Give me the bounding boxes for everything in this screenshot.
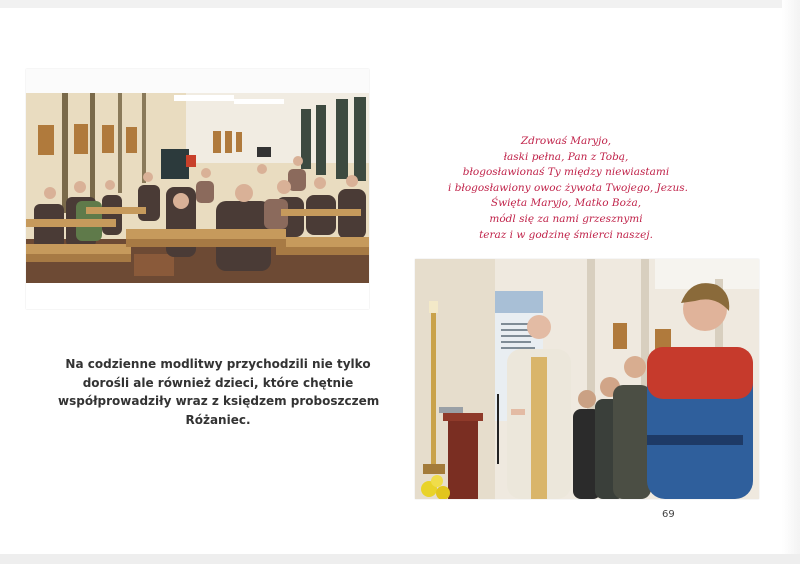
caption-line: Różaniec. — [185, 412, 251, 427]
prayer-line: łaski pełna, Pan z Tobą, — [503, 150, 629, 163]
prayer-line: Święta Maryjo, Matko Boża, — [490, 197, 642, 210]
hail-mary-prayer — [448, 134, 688, 243]
page-edge-bottom — [0, 554, 800, 564]
photo-priest-image — [415, 259, 759, 499]
caption-line: współprowadziły wraz z księdzem proboszczem — [58, 394, 380, 408]
prayer-line: i błogosławiony owoc żywota Twojego, Jezus. — [448, 181, 688, 194]
page-edge-right — [782, 0, 800, 564]
photo-caption — [58, 355, 378, 429]
photo-priest-with-children — [415, 259, 759, 499]
photo-parishioners-in-pews — [26, 69, 369, 309]
photo-parishioners-image — [26, 69, 369, 309]
caption-line: Na codzienne modlitwy przychodzili nie tylko — [65, 357, 371, 371]
prayer-line: módl się za nami grzesznymi — [489, 212, 643, 225]
prayer-line: błogosławionaś Ty między niewiastami — [462, 166, 670, 179]
prayer-line: teraz i w godzinę śmierci naszej. — [479, 228, 653, 241]
page-number: 69 — [662, 509, 675, 520]
prayer-line: Zdrowaś Maryjo, — [520, 135, 612, 147]
caption-line: dorośli ale również dzieci, które chętnie — [82, 375, 354, 390]
page-edge-top — [0, 0, 800, 8]
